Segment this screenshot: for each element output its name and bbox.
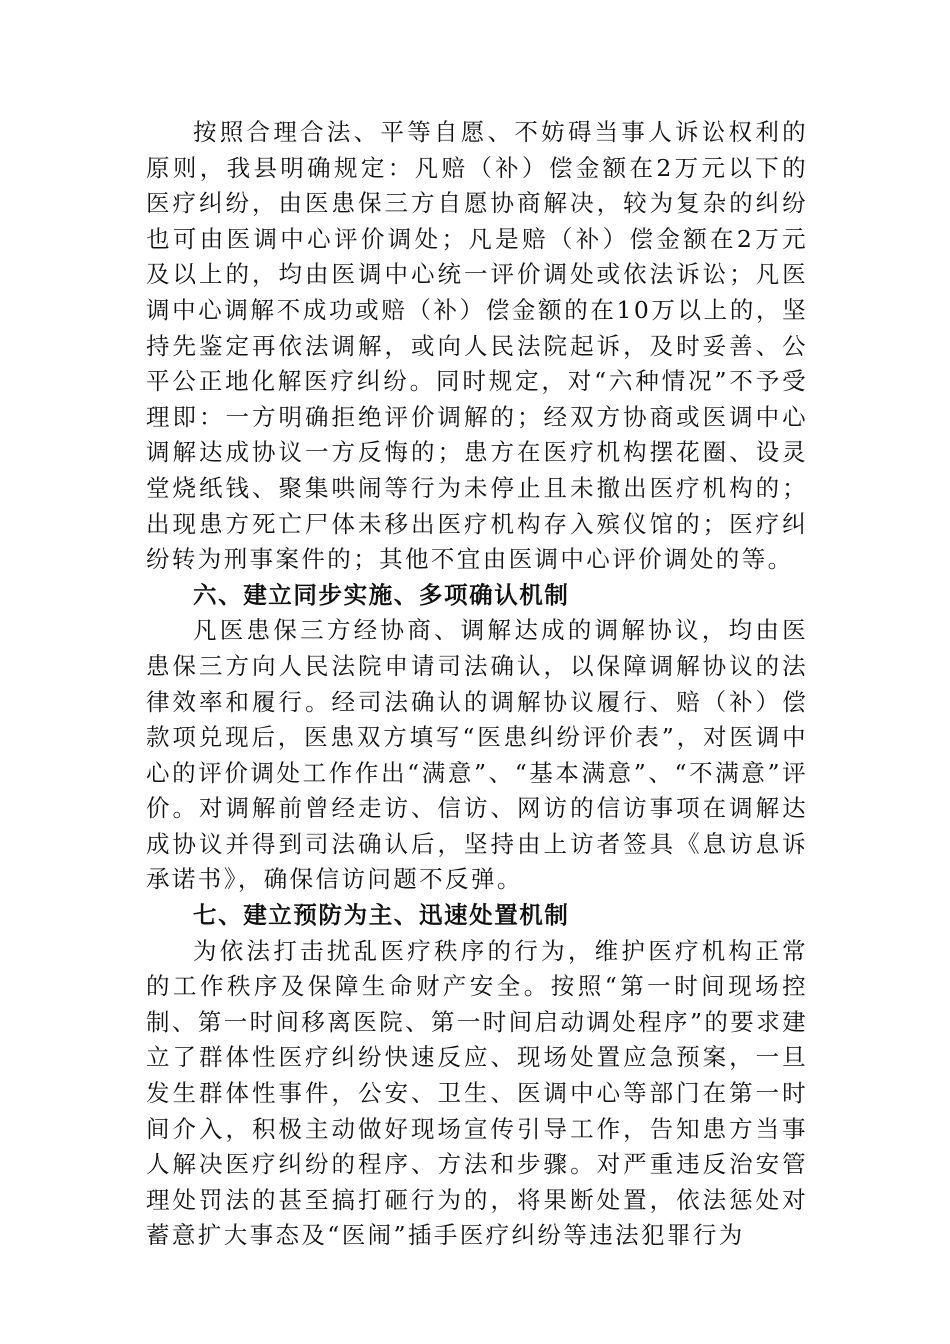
section-heading-six: 六、建立同步实施、多项确认机制	[193, 580, 570, 609]
paragraph-judicial-confirmation: 凡医患保三方经协商、调解达成的调解协议，均由医患保三方向人民法院申请司法确认，以保障调解协议的法律效率和履行。经司法确认的调解协议履行、赔（补）偿款项兑现后，医患双方填写“医患纠纷评价表”，对医调中心的评价调处工作作出“满意”、“基本满意”、“不满意”评价。对调解前曾经走访、信访、网访的信访事项在调解达成协议并得到司法确认后，坚持由上访者签具《息访息诉承诺书》，确保信访问题不反弹。	[146, 616, 808, 894]
document-body	[146, 115, 808, 1254]
section-heading-seven: 七、建立预防为主、迅速处置机制	[193, 901, 570, 930]
paragraph-dispute-scope: 按照合理合法、平等自愿、不妨碍当事人诉讼权利的原则，我县明确规定：凡赔（补）偿金额在2万元以下的医疗纠纷，由医患保三方自愿协商解决，较为复杂的纠纷也可由医调中心评价调处；凡是赔（补）偿金额在2万元及以上的，均由医调中心统一评价调处或依法诉讼；凡医调中心调解不成功或赔（补）偿金额的在10万以上的，坚持先鉴定再依法调解，或向人民法院起诉，及时妥善、公平公正地化解医疗纠纷。同时规定，对“六种情况”不予受理即：一方明确拒绝评价调解的；经双方协商或医调中心调解达成协议一方反悔的；患方在医疗机构摆花圈、设灵堂烧纸钱、聚集哄闹等行为未停止且未撤出医疗机构的；出现患方死亡尸体未移出医疗机构存入殡仪馆的；医疗纠纷转为刑事案件的；其他不宜由医调中心评价调处的等。	[146, 118, 808, 574]
paragraph-rapid-response: 为依法打击扰乱医疗秩序的行为，维护医疗机构正常的工作秩序及保障生命财产安全。按照“第一时间现场控制、第一时间移离医院、第一时间启动调处程序”的要求建立了群体性医疗纠纷快速反应、现场处置应急预案，一旦发生群体性事件，公安、卫生、医调中心等部门在第一时间介入，积极主动做好现场宣传引导工作，告知患方当事人解决医疗纠纷的程序、方法和步骤。对严重违反治安管理处罚法的甚至搞打砸行为的，将果断处置，依法惩处对蓄意扩大事态及“医闹”插手医疗纠纷等违法犯罪行为	[146, 936, 808, 1250]
